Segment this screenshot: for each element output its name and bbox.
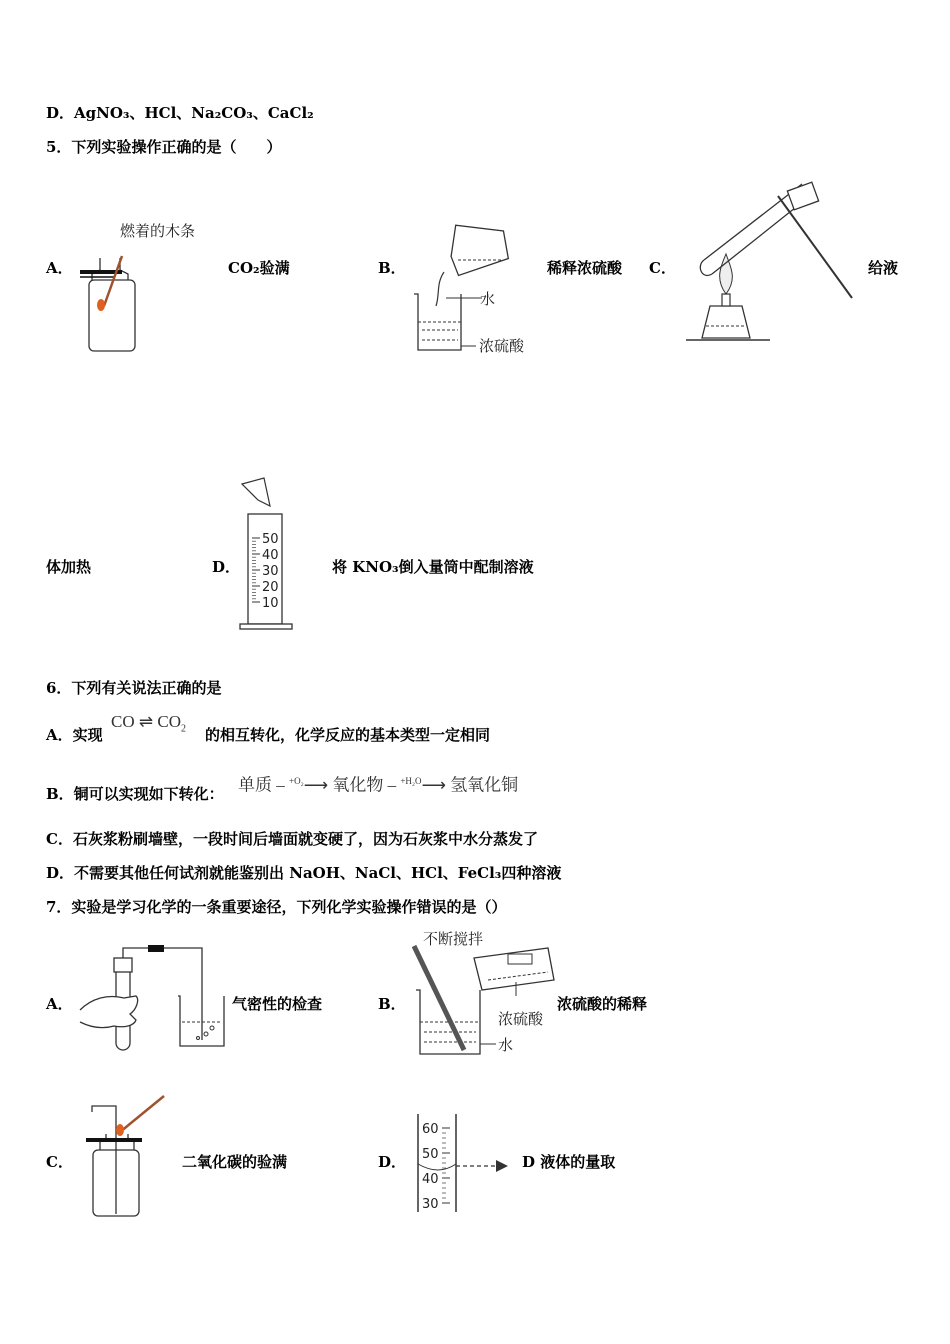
q5-d-scale-label-40: 40 (262, 548, 279, 563)
q7-b-figure-water: 水 (498, 1036, 514, 1054)
q5-c-caption-line1: 给液 (868, 259, 899, 277)
q6-option-c-text[interactable]: C．石灰浆粉刷墙壁，一段时间后墙面就变硬了，因为石灰浆中水分蒸发了 (46, 830, 538, 848)
q5-d-caption: 将 KNO₃倒入量筒中配制溶液 (332, 558, 534, 576)
q5-b-figure-water: 水 (480, 290, 496, 308)
q7-c-caption: 二氧化碳的验满 (182, 1153, 288, 1171)
q7-a-caption: 气密性的检查 (232, 995, 323, 1013)
q6-b-reagent1: +O₂ (289, 776, 304, 786)
q5-b-figure-acid: 浓硫酸 (479, 337, 525, 355)
q6-a-equilibrium-arrow: ⇌ (138, 712, 154, 731)
q6-b-step2: 氧化物 (332, 775, 384, 795)
q5-a-label[interactable]: A． (46, 259, 73, 277)
q5-d-scale-label-20: 20 (262, 580, 279, 595)
q4-option-d-label: D． (46, 104, 75, 122)
q5-c-label[interactable]: C． (649, 259, 676, 277)
q5-d-cylinder-figure (238, 476, 298, 632)
q7-d-scale-label-60: 60 (422, 1122, 439, 1137)
q6-option-b-text[interactable]: B．铜可以实现如下转化： (46, 785, 224, 803)
q6-b-reagent2: +H₂O (400, 776, 422, 786)
q7-b-figure-stir: 不断搅拌 (423, 930, 484, 948)
q6-option-a-formula (111, 713, 186, 738)
q7-d-cylinder-figure (412, 1112, 518, 1216)
q7-c-label[interactable]: C． (46, 1153, 73, 1171)
q5-a-co2-test-figure (80, 244, 140, 356)
q6-a-co2: CO (157, 712, 181, 731)
q6-a-co: CO (111, 712, 135, 731)
q5-c-caption-line2: 体加热 (46, 558, 92, 576)
q7-stem: 7．实验是学习化学的一条重要途径，下列化学实验操作错误的是（） (46, 898, 507, 916)
q5-stem: 5．下列实验操作正确的是（ ） (46, 138, 282, 156)
q7-c-co2-test-figure (84, 1094, 168, 1220)
q5-b-label[interactable]: B． (378, 259, 406, 277)
q5-d-scale-label-50: 50 (262, 532, 279, 547)
q5-d-scale-label-10: 10 (262, 596, 279, 611)
q7-d-scale-label-40: 40 (422, 1172, 439, 1187)
q6-option-a-lead[interactable]: A．实现 (46, 726, 103, 744)
q6-b-step1: 单质 (238, 775, 272, 795)
q6-option-b-chain: 单质 – $^{+O_2}$⟶ 氧化物 – $^{+H_2O}$⟶ 氢氧化铜 (238, 775, 519, 795)
q7-a-label[interactable]: A． (46, 995, 73, 1013)
q4-option-d-text: AgNO₃、HCl、Na₂CO₃、CaCl₂ (74, 104, 314, 122)
q6-option-a-rest: 的相互转化，化学反应的基本类型一定相同 (205, 726, 491, 744)
q6-stem: 6．下列有关说法正确的是 (46, 679, 222, 697)
q7-b-label[interactable]: B． (378, 995, 406, 1013)
q5-b-caption: 稀释浓硫酸 (547, 259, 623, 277)
q7-a-airtight-figure (78, 940, 228, 1052)
q7-d-label[interactable]: D． (378, 1153, 407, 1171)
q6-b-step3: 氢氧化铜 (450, 775, 519, 795)
q7-d-scale-label-50: 50 (422, 1147, 439, 1162)
q7-d-caption: D 液体的量取 (522, 1153, 616, 1171)
q7-b-caption: 浓硫酸的稀释 (557, 995, 648, 1013)
q7-b-figure-acid: 浓硫酸 (498, 1010, 544, 1028)
q6-a-co2-sub: 2 (181, 723, 186, 735)
q7-b-dilution-figure (408, 946, 558, 1060)
q5-d-scale-label-30: 30 (262, 564, 279, 579)
q7-d-scale-label-30: 30 (422, 1197, 439, 1212)
q5-c-heating-figure (680, 178, 860, 344)
q5-a-caption: CO₂验满 (228, 259, 290, 277)
q5-d-label[interactable]: D． (212, 558, 241, 576)
q5-a-figure-note: 燃着的木条 (120, 222, 196, 240)
q6-option-d-text[interactable]: D．不需要其他任何试剂就能鉴别出 NaOH、NaCl、HCl、FeCl₃四种溶液 (46, 864, 562, 882)
q5-b-dilution-figure (406, 214, 536, 354)
